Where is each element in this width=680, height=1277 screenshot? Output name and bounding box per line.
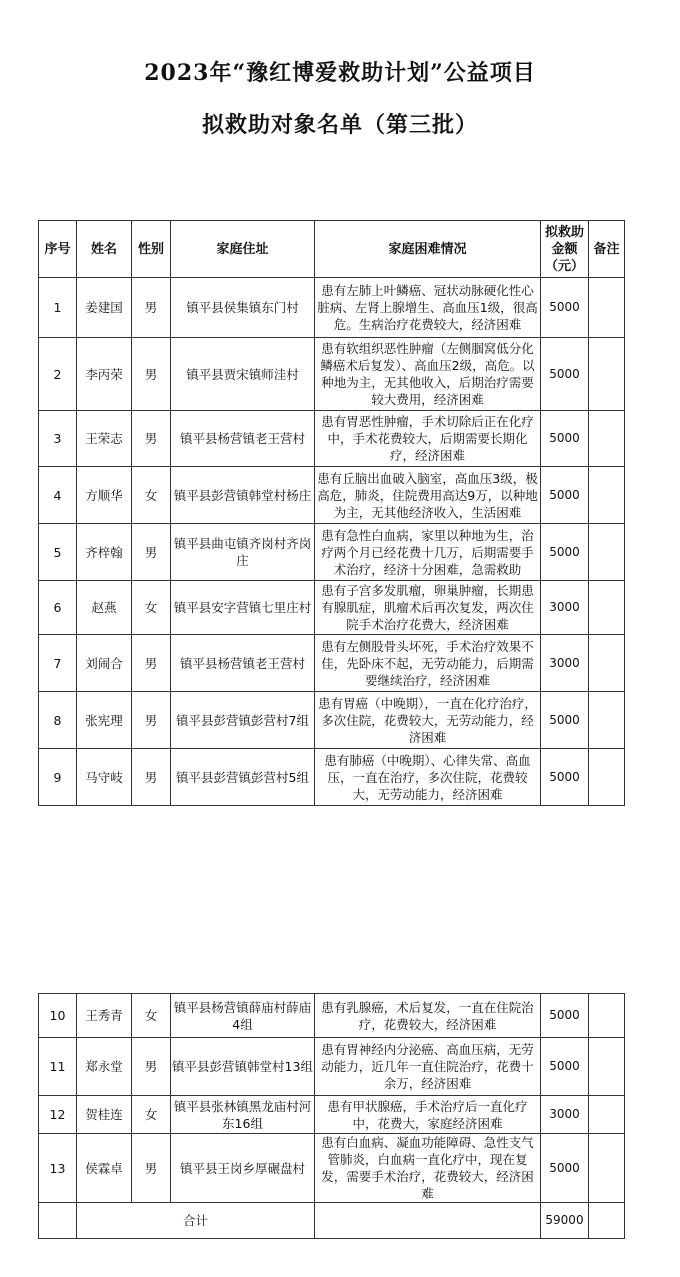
- table-row: [39, 635, 625, 692]
- remark: [589, 524, 625, 581]
- recipient-name: 姜建国: [77, 278, 132, 338]
- table-row: [39, 411, 625, 467]
- header-name: 姓名: [77, 221, 132, 278]
- table-row: [39, 467, 625, 524]
- remark: [589, 338, 625, 411]
- recipient-gender: 男: [132, 411, 171, 467]
- recipient-name: 侯霖卓: [77, 1134, 132, 1203]
- remark: [589, 994, 625, 1038]
- remark: [589, 749, 625, 806]
- recipient-name: 李丙荣: [77, 338, 132, 411]
- remark: [589, 1134, 625, 1203]
- recipient-name: 赵燕: [77, 581, 132, 635]
- table-row: [39, 338, 625, 411]
- aid-amount: 5000: [541, 692, 589, 749]
- remark: [589, 1096, 625, 1134]
- table-row: [39, 1096, 625, 1134]
- hardship-description: 患有丘脑出血破入脑室，高血压3级，极高危，肺炎，住院费用高达9万，以种地为主，无其他经济收入，生活困难: [315, 467, 541, 524]
- total-empty-cell: [315, 1203, 541, 1239]
- aid-amount: 5000: [541, 749, 589, 806]
- recipient-gender: 男: [132, 524, 171, 581]
- aid-amount: 3000: [541, 635, 589, 692]
- hardship-description: 患有乳腺癌，术后复发，一直在住院治疗，花费较大，经济困难: [315, 994, 541, 1038]
- aid-amount: 5000: [541, 524, 589, 581]
- total-note: [589, 1203, 625, 1239]
- recipient-gender: 男: [132, 749, 171, 806]
- aid-amount: 3000: [541, 581, 589, 635]
- aid-recipients-table-page1: [38, 220, 625, 806]
- recipient-address: 镇平县彭营镇韩堂村杨庄: [171, 467, 315, 524]
- row-number: 1: [39, 278, 77, 338]
- row-number: 7: [39, 635, 77, 692]
- recipient-gender: 男: [132, 1038, 171, 1096]
- remark: [589, 467, 625, 524]
- recipient-address: 镇平县王岗乡厚碾盘村: [171, 1134, 315, 1203]
- recipient-name: 贺桂连: [77, 1096, 132, 1134]
- total-empty-cell: [39, 1203, 77, 1239]
- recipient-address: 镇平县侯集镇东门村: [171, 278, 315, 338]
- remark: [589, 278, 625, 338]
- recipient-gender: 男: [132, 635, 171, 692]
- hardship-description: 患有白血病、凝血功能障碍、急性支气管肺炎，白血病一直化疗中，现在复发，需要手术治疗，花费较大，经济困难: [315, 1134, 541, 1203]
- aid-recipients-table-page2: [38, 993, 625, 1239]
- table-row: [39, 278, 625, 338]
- header-situation: 家庭困难情况: [315, 221, 541, 278]
- aid-amount: 5000: [541, 994, 589, 1038]
- table-header-row: [39, 221, 625, 278]
- aid-amount: 5000: [541, 411, 589, 467]
- hardship-description: 患有软组织恶性肿瘤（左侧腘窝低分化鳞癌术后复发）、高血压2级，高危。以种地为主，无其他收入，后期治疗需要较大费用，经济困难: [315, 338, 541, 411]
- remark: [589, 411, 625, 467]
- table-row: [39, 994, 625, 1038]
- row-number: 3: [39, 411, 77, 467]
- hardship-description: 患有肺癌（中晚期）、心律失常、高血压，一直在治疗，多次住院，花费较大，无劳动能力，经济困难: [315, 749, 541, 806]
- aid-amount: 5000: [541, 1038, 589, 1096]
- row-number: 10: [39, 994, 77, 1038]
- document-title: 2023年“豫红博爱救助计划”公益项目: [144, 60, 536, 86]
- recipient-name: 齐梓翰: [77, 524, 132, 581]
- hardship-description: 患有急性白血病，家里以种地为生，治疗两个月已经花费十几万，后期需要手术治疗，经济十分困难，急需救助: [315, 524, 541, 581]
- table-row: [39, 692, 625, 749]
- recipient-name: 马守岐: [77, 749, 132, 806]
- hardship-description: 患有左肺上叶鳞癌、冠状动脉硬化性心脏病、左肾上腺增生、高血压1级，很高危。生病治疗花费较大，经济困难: [315, 278, 541, 338]
- recipient-gender: 男: [132, 1134, 171, 1203]
- row-number: 2: [39, 338, 77, 411]
- recipient-name: 郑永堂: [77, 1038, 132, 1096]
- remark: [589, 635, 625, 692]
- row-number: 8: [39, 692, 77, 749]
- row-number: 12: [39, 1096, 77, 1134]
- recipient-address: 镇平县杨营镇老王营村: [171, 635, 315, 692]
- total-label: 合计: [77, 1203, 315, 1239]
- document-subtitle: 拟救助对象名单（第三批）: [201, 112, 478, 138]
- recipient-gender: 女: [132, 994, 171, 1038]
- aid-amount: 5000: [541, 278, 589, 338]
- recipient-address: 镇平县彭营镇彭营村7组: [171, 692, 315, 749]
- recipient-address: 镇平县曲屯镇齐岗村齐岗庄: [171, 524, 315, 581]
- recipient-name: 王荣志: [77, 411, 132, 467]
- aid-amount: 5000: [541, 338, 589, 411]
- header-note: 备注: [589, 221, 625, 278]
- recipient-address: 镇平县彭营镇彭营村5组: [171, 749, 315, 806]
- row-number: 5: [39, 524, 77, 581]
- recipient-name: 刘闹合: [77, 635, 132, 692]
- row-number: 9: [39, 749, 77, 806]
- header-no: 序号: [39, 221, 77, 278]
- row-number: 13: [39, 1134, 77, 1203]
- recipient-gender: 男: [132, 278, 171, 338]
- remark: [589, 581, 625, 635]
- recipient-name: 张宪理: [77, 692, 132, 749]
- table-row: [39, 749, 625, 806]
- table-row: [39, 1038, 625, 1096]
- table-row: [39, 524, 625, 581]
- header-address: 家庭住址: [171, 221, 315, 278]
- recipient-address: 镇平县杨营镇老王营村: [171, 411, 315, 467]
- row-number: 4: [39, 467, 77, 524]
- recipient-gender: 男: [132, 338, 171, 411]
- aid-amount: 3000: [541, 1096, 589, 1134]
- recipient-gender: 男: [132, 692, 171, 749]
- total-row: [39, 1203, 625, 1239]
- table-row: [39, 1134, 625, 1203]
- recipient-address: 镇平县张林镇黑龙庙村河东16组: [171, 1096, 315, 1134]
- recipient-gender: 女: [132, 1096, 171, 1134]
- recipient-address: 镇平县安字营镇七里庄村: [171, 581, 315, 635]
- hardship-description: 患有左侧股骨头坏死，手术治疗效果不佳，先卧床不起，无劳动能力，后期需要继续治疗，经济困难: [315, 635, 541, 692]
- hardship-description: 患有胃神经内分泌癌、高血压病，无劳动能力，近几年一直住院治疗，花费十余万，经济困难: [315, 1038, 541, 1096]
- recipient-address: 镇平县杨营镇薛庙村薛庙4组: [171, 994, 315, 1038]
- aid-amount: 5000: [541, 467, 589, 524]
- remark: [589, 1038, 625, 1096]
- hardship-description: 患有胃恶性肿瘤，手术切除后正在化疗中，手术花费较大，后期需要长期化疗，经济困难: [315, 411, 541, 467]
- hardship-description: 患有甲状腺癌，手术治疗后一直化疗中，花费大，家庭经济困难: [315, 1096, 541, 1134]
- recipient-address: 镇平县彭营镇韩堂村13组: [171, 1038, 315, 1096]
- row-number: 11: [39, 1038, 77, 1096]
- recipient-name: 王秀青: [77, 994, 132, 1038]
- header-gender: 性别: [132, 221, 171, 278]
- aid-amount: 5000: [541, 1134, 589, 1203]
- recipient-name: 方顺华: [77, 467, 132, 524]
- recipient-address: 镇平县贾宋镇师洼村: [171, 338, 315, 411]
- hardship-description: 患有子宫多发肌瘤，卵巢肿瘤，长期患有腺肌症，肌瘤术后再次复发，两次住院手术治疗花费大，经济困难: [315, 581, 541, 635]
- recipient-gender: 女: [132, 467, 171, 524]
- table-row: [39, 581, 625, 635]
- recipient-gender: 女: [132, 581, 171, 635]
- remark: [589, 692, 625, 749]
- total-amount: 59000: [541, 1203, 589, 1239]
- hardship-description: 患有胃癌（中晚期），一直在化疗治疗，多次住院，花费较大，无劳动能力，经济困难: [315, 692, 541, 749]
- row-number: 6: [39, 581, 77, 635]
- header-amount: 拟救助金额（元）: [541, 221, 589, 278]
